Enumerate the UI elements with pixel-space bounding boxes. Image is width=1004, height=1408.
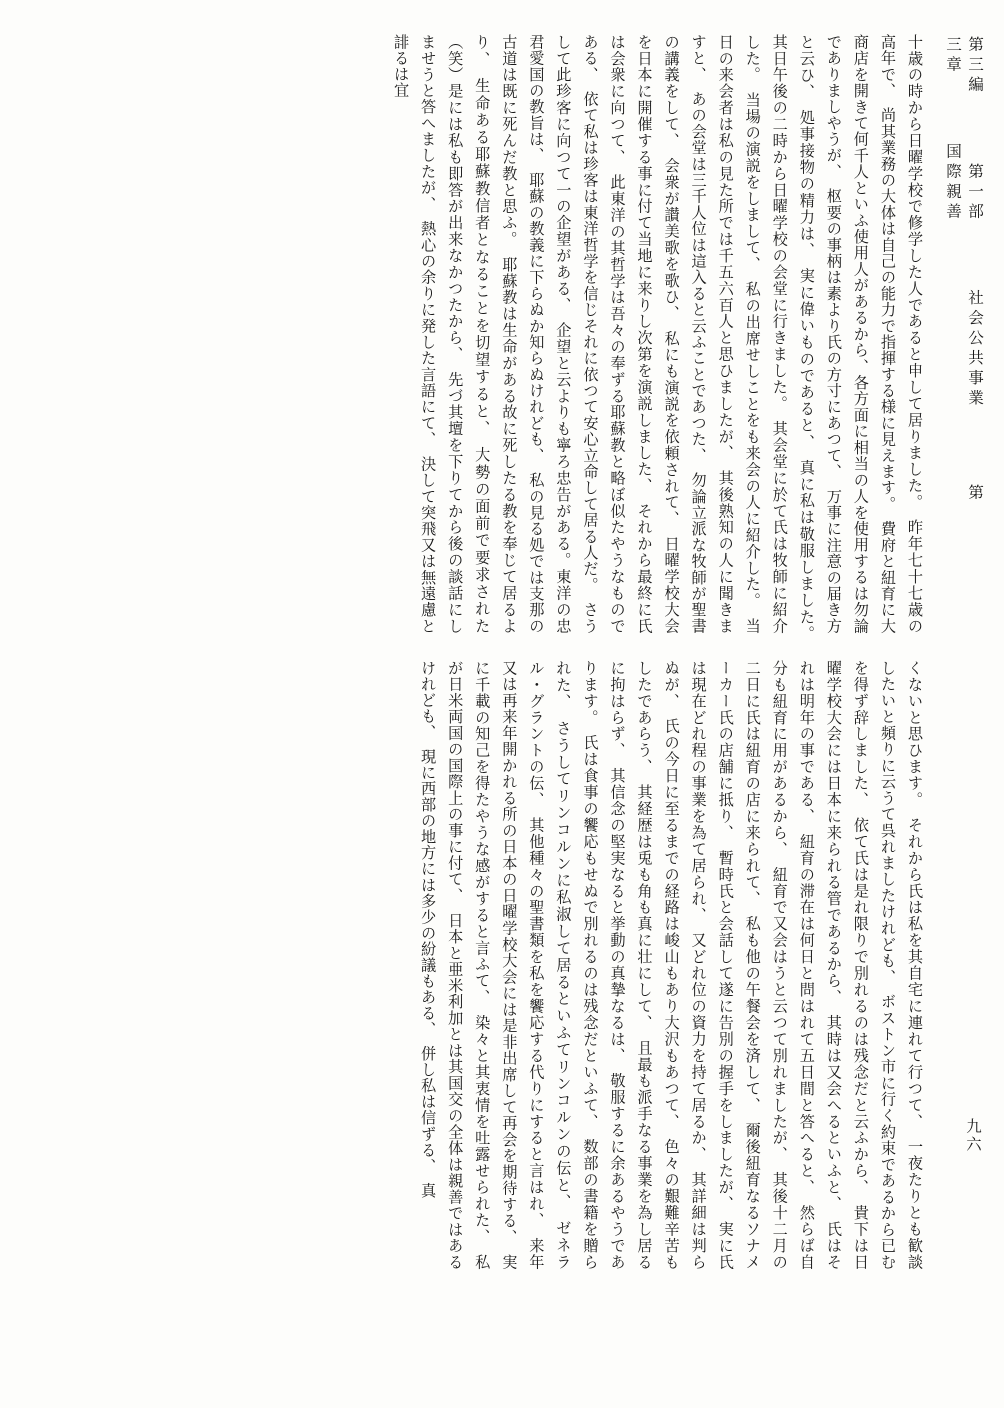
header-part: 第一部 — [966, 162, 984, 223]
header-chapter-title: 国際親善 — [944, 142, 962, 223]
page-header-heading — [942, 36, 986, 516]
header-section: 第三編 — [966, 36, 984, 96]
body-text-upper — [108, 34, 928, 651]
header-chapter: 第三章 — [944, 36, 984, 504]
paragraph-upper: 十歳の時から日曜学校で修学した人であると申して居りました。 昨年七十七歳の高年で、 尚其業務の大体は自己の能力で指揮する様に見えます。 費府と紐育に大商店を開きて何千人といふ使用人があるから、各方面に相当の人を使用するは勿論でありましやうが、 枢要の事柄は素より氏の方寸にあつて、 万事に注意の届き方と云ひ、 処事接物の精力は、 実に偉いものであると、 真に私は敬服しました。 其日午後の二時から日曜学校の会堂に行きました。 其会堂に於て氏は牧師に紹介した。 当場の演説をしまして、 私の出席せしことをも来会の人に紹介した。 当日の来会者は私の見た所では千五六百人と思ひましたが、 其後熟知の人に聞きますと、 あの会堂は三千人位は這入ると云ふことであつた、 勿論立派な牧師が聖書の講義をして、 会衆が讃美歌を歌ひ、 私にも演説を依頼されて、 日曜学校大会を日本に開催する事に付て当地に来りし次第を演説しました、 それから最終に氏は会衆に向つて、 此東洋の其哲学は吾々の奉ずる耶蘇教と略ぼ似たやうなものである、 依て私は珍客は東洋哲学を信じそれに依つて安心立命して居る人だ。 さうして此珍客に向つて一の企望がある、 企望と云よりも寧ろ忠告がある。東洋の忠君愛国の教旨は、 耶蘇の教義に下らぬか知らぬけれども、 私の見る処では支那の古道は既に死んだ教と思ふ。 耶蘇教は生命がある故に死したる教を奉じて居るより、 生命ある耶蘇教信者となることを切望すると、 大勢の面前で要求された（笑）是には私も即答が出来なかつたから、 先づ其壇を下りてから後の談話にしませうと答へましたが、 熱心の余りに発した言語にて、 決して突飛又は無遠慮と誹るは宜 — [392, 34, 924, 651]
page-number: 九六 — [964, 1118, 982, 1155]
header-topic: 社会公共事業 — [966, 289, 984, 410]
paragraph-lower: くないと思ひます。 それから氏は私を其自宅に連れて行つて、 一夜たりとも歓談したいと頻りに云うて呉れましたけれども、 ボストン市に行く約束であるから已むを得ず辞しました、 依て氏は是れ限りで別れるのは残念だと云ふから、 貴下は日曜学校大会には日本に来られる管であるから、 其時は又会へるといふと、 氏はそれは明年の事である、 紐育の滞在は何日と問はれて五日間と答へると、 然らば自分も紐育に用があるから、 紐育で又会はうと云つて別れましたが、 其後十二月の二日に氏は紐育の店に来られて、 私も他の午餐会を済して、 爾後紐育なるソナメーカー氏の店舗に抵り、 暫時氏と会話して遂に告別の握手をしましたが、 実に氏は現在どれ程の事業を為て居られ、 又どれ位の資力を持て居るか、 其詳細は判らぬが、 氏の今日に至るまでの経路は峻山もあり大沢もあつて、 色々の艱難辛苦もしたであらう、 其経歴は兎も角も真に壮にして、 且最も派手なる事業を為し居るに拘はらず、 其信念の堅実なると挙動の真摯なるは、 敬服するに余あるやうであります。 氏は食事の饗応もせぬで別れるのは残念だといふて、 数部の書籍を贈られた、 さうしてリンコルンに私淑して居るといふてリンコルンの伝と、 ゼネラル・グラントの伝、 其他種々の聖書類を私を饗応する代りにすると言はれ、 来年又は再来年開かれる所の日本の日曜学校大会には是非出席して再会を期待する、 実に千載の知己を得たやうな感がすると言ふて、 染々と其衷情を吐露せられた、 私が日米両国の国際上の事に付て、 日本と亜米利加とは其国交の全体は親善ではあるけれども、 現に西部の地方には多少の紛議もある、 併し私は信ずる、 真 — [419, 660, 924, 1270]
body-text-lower — [108, 660, 928, 1270]
